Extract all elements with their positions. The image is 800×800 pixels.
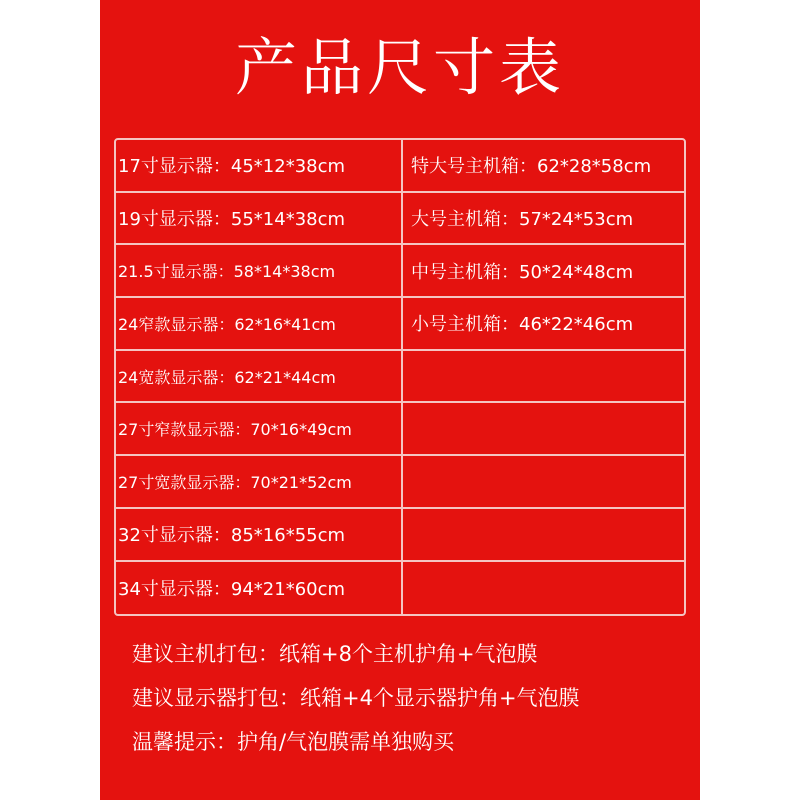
host-size-cell: 小号主机箱：46*22*46cm <box>403 298 684 351</box>
empty-cell <box>403 562 684 615</box>
host-size-cell: 特大号主机箱：62*28*58cm <box>403 140 684 193</box>
empty-cell <box>403 351 684 404</box>
monitor-size-cell: 24宽款显示器：62*21*44cm <box>116 351 401 404</box>
monitor-size-cell: 27寸窄款显示器：70*16*49cm <box>116 404 401 457</box>
monitor-packing-note: 建议显示器打包：纸箱+4个显示器护角+气泡膜 <box>132 686 580 710</box>
empty-cell <box>403 509 684 562</box>
host-size-cell: 大号主机箱：57*24*53cm <box>403 193 684 246</box>
host-size-column <box>403 140 684 614</box>
empty-cell <box>403 456 684 509</box>
size-chart-poster <box>100 0 700 800</box>
monitor-size-cell: 34寸显示器：94*21*60cm <box>118 578 346 600</box>
size-table <box>114 138 686 616</box>
purchase-reminder-note: 温馨提示：护角/气泡膜需单独购买 <box>132 730 455 754</box>
empty-cell <box>403 404 684 457</box>
monitor-size-column <box>116 140 403 614</box>
page-title: 产品尺寸表 <box>234 31 565 104</box>
monitor-size-cell: 19寸显示器：55*14*38cm <box>116 193 401 246</box>
packing-notes <box>132 632 692 764</box>
host-packing-note: 建议主机打包：纸箱+8个主机护角+气泡膜 <box>132 642 538 666</box>
monitor-size-cell: 21.5寸显示器：58*14*38cm <box>116 245 401 298</box>
monitor-size-cell: 17寸显示器：45*12*38cm <box>116 140 401 193</box>
host-size-cell: 中号主机箱：50*24*48cm <box>403 245 684 298</box>
monitor-size-cell: 32寸显示器：85*16*55cm <box>116 509 401 562</box>
monitor-size-cell: 24窄款显示器：62*16*41cm <box>116 298 401 351</box>
monitor-size-cell: 27寸宽款显示器：70*21*52cm <box>116 456 401 509</box>
